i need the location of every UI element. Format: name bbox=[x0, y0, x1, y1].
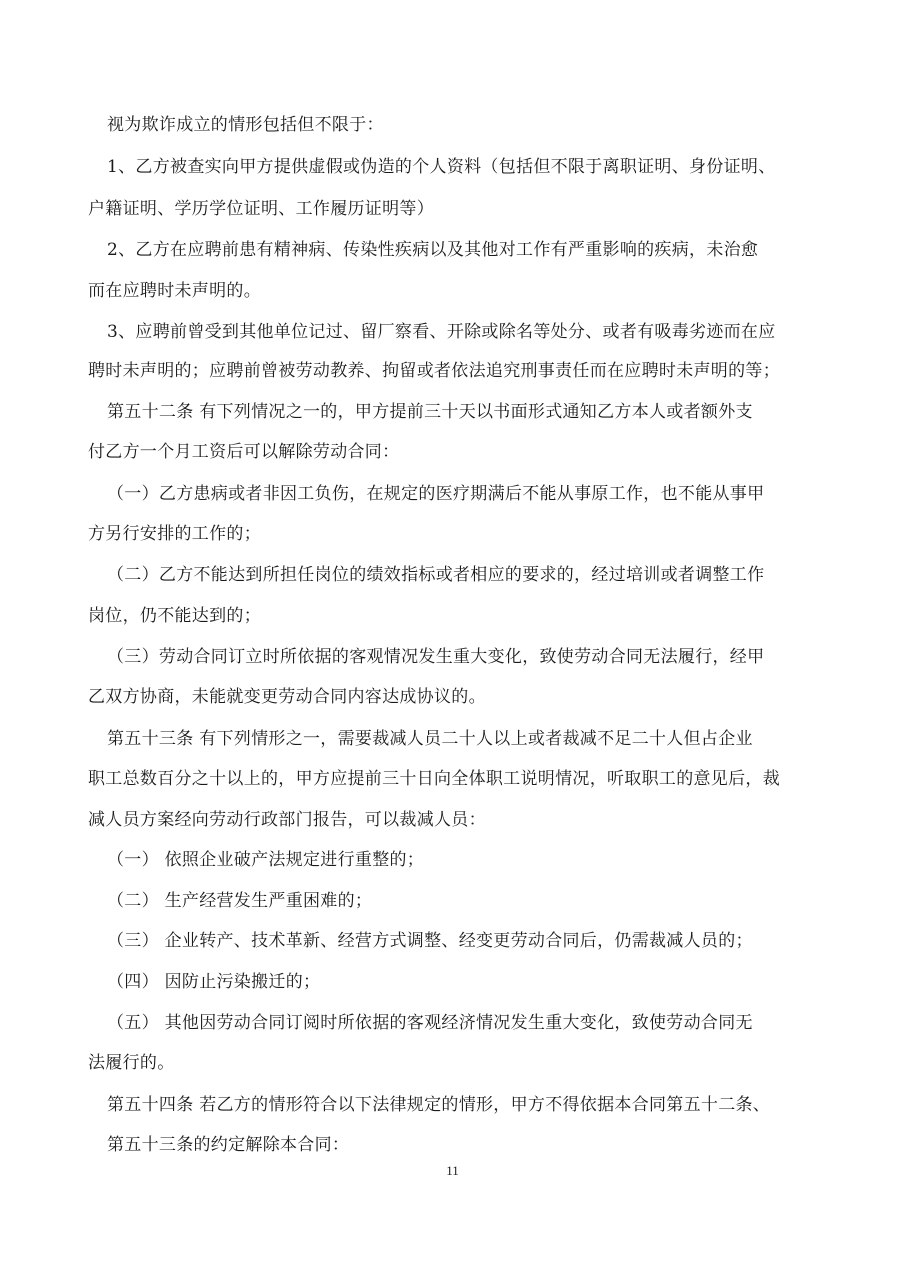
text-line: 法履行的。 bbox=[88, 1053, 175, 1073]
text-line: （三）劳动合同订立时所依据的客观情况发生重大变化，致使劳动合同无法履行，经甲 bbox=[107, 647, 765, 667]
text-line: 2、乙方在应聘前患有精神病、传染性疾病以及其他对工作有严重影响的疾病，未治愈 bbox=[107, 240, 759, 260]
text-line: 3、应聘前曾受到其他单位记过、留厂察看、开除或除名等处分、或者有吸毒劣迹而在应 bbox=[107, 322, 776, 342]
text-line: 乙双方协商，未能就变更劳动合同内容达成协议的。 bbox=[88, 687, 486, 707]
text-line: 视为欺诈成立的情形包括但不限于： bbox=[107, 115, 384, 135]
text-line: （二） 生产经营发生严重困难的； bbox=[107, 891, 373, 911]
text-line: （三） 企业转产、技术革新、经营方式调整、经变更劳动合同后，仍需裁减人员的； bbox=[107, 931, 753, 951]
text-line: （一）乙方患病或者非因工负伤，在规定的医疗期满后不能从事原工作，也不能从事甲 bbox=[107, 484, 765, 504]
text-line: （四） 因防止污染搬迁的； bbox=[107, 972, 321, 992]
text-line: 第五十二条 有下列情况之一的，甲方提前三十天以书面形式通知乙方本人或者额外支 bbox=[107, 402, 753, 422]
text-line: 聘时未声明的；应聘前曾被劳动教养、拘留或者依法追究刑事责任而在应聘时未声明的等； bbox=[88, 361, 780, 381]
text-line: 第五十三条 有下列情形之一，需要裁减人员二十人以上或者裁减不足二十人但占企业 bbox=[107, 729, 753, 749]
page-number: 11 bbox=[446, 1163, 459, 1178]
text-line: 第五十三条的约定解除本合同： bbox=[107, 1135, 350, 1155]
text-line: （一） 依照企业破产法规定进行重整的； bbox=[107, 850, 425, 870]
text-line: 职工总数百分之十以上的，甲方应提前三十日向全体职工说明情况，听取职工的意见后，裁 bbox=[88, 769, 780, 789]
text-line: 岗位，仍不能达到的； bbox=[88, 606, 261, 626]
text-line: （二）乙方不能达到所担任岗位的绩效指标或者相应的要求的，经过培训或者调整工作 bbox=[107, 565, 765, 585]
text-line: 付乙方一个月工资后可以解除劳动合同： bbox=[88, 442, 400, 462]
text-line: 而在应聘时未声明的。 bbox=[88, 281, 261, 301]
text-line: 第五十四条 若乙方的情形符合以下法律规定的情形，甲方不得依据本合同第五十二条、 bbox=[107, 1095, 771, 1115]
text-line: 1、乙方被查实向甲方提供虚假或伪造的个人资料（包括但不限于离职证明、身份证明、 bbox=[107, 157, 776, 177]
text-line: 方另行安排的工作的； bbox=[88, 524, 261, 544]
text-line: （五） 其他因劳动合同订阅时所依据的客观经济情况发生重大变化，致使劳动合同无 bbox=[107, 1013, 753, 1033]
text-line: 减人员方案经向劳动行政部门报告，可以裁减人员： bbox=[88, 810, 486, 830]
text-line: 户籍证明、学历学位证明、工作履历证明等） bbox=[88, 199, 434, 219]
